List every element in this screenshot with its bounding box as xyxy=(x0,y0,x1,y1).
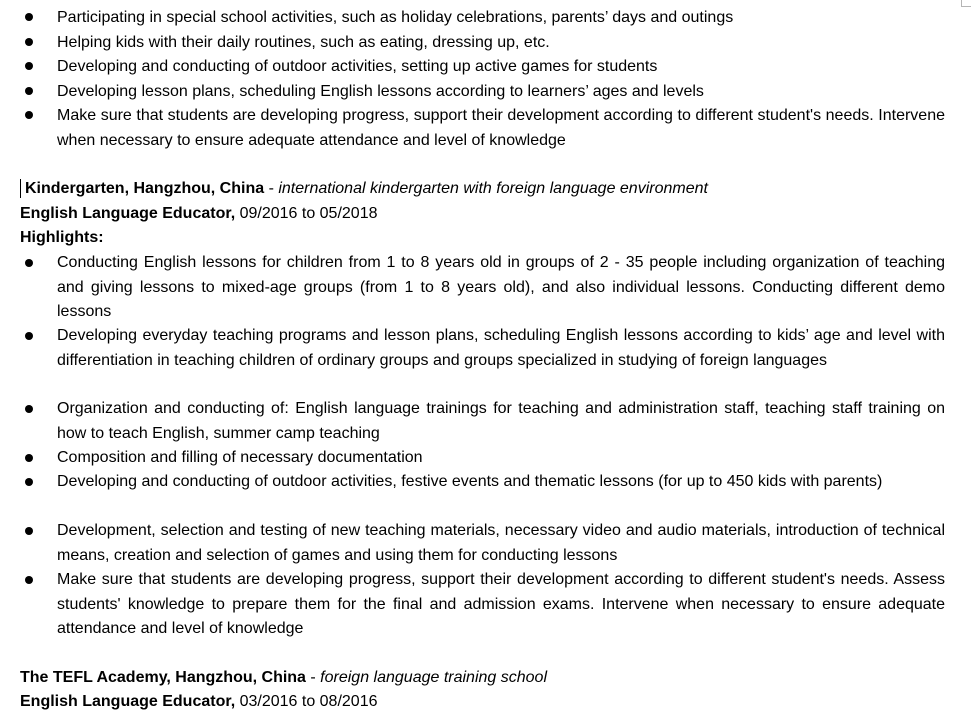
list-item: Helping kids with their daily routines, such as eating, dressing up, etc. xyxy=(57,34,550,51)
bullet-icon xyxy=(25,13,33,21)
list-item: Composition and filling of necessary documentation xyxy=(57,449,423,466)
bullet-icon xyxy=(25,405,33,413)
bullet-icon xyxy=(25,259,33,267)
bullet-icon xyxy=(25,332,33,340)
position-title: English Language Educator, xyxy=(20,693,236,710)
list-item: Developing and conducting of outdoor activities, setting up active games for students xyxy=(57,58,658,75)
bullet-icon xyxy=(25,454,33,462)
employer-line xyxy=(25,177,708,201)
position-title: English Language Educator, xyxy=(20,205,236,222)
list-item: Developing everyday teaching programs and lesson plans, scheduling English lessons according to kids’ age and level with differentiation in teaching children of ordinary groups and groups specialized in studying of foreign languages xyxy=(57,327,945,369)
page-corner-marker xyxy=(961,0,971,7)
bullet-icon xyxy=(25,111,33,119)
text-cursor xyxy=(20,179,21,198)
position-line xyxy=(20,690,378,714)
employer-name: The TEFL Academy, Hangzhou, China xyxy=(20,669,306,686)
list-item: Conducting English lessons for children from 1 to 8 years old in groups of 2 - 35 people including organization of teaching and giving lessons to mixed-age groups (from 1 to 8 years old), and also individual lessons. Conducting different demo lessons xyxy=(57,254,945,320)
employer-separator: - xyxy=(264,180,279,197)
list-item: Make sure that students are developing progress, support their development according to different student's needs. Intervene when necessary to ensure adequate attendance and level of knowledge xyxy=(57,107,945,149)
employer-description: foreign language training school xyxy=(320,669,547,686)
position-dates: 03/2016 to 08/2016 xyxy=(235,693,378,710)
employer-separator: - xyxy=(305,669,321,686)
bullet-icon xyxy=(25,478,33,486)
employer-description: international kindergarten with foreign language environment xyxy=(278,180,708,197)
highlights-heading: Highlights: xyxy=(20,229,104,246)
bullet-icon xyxy=(25,62,33,70)
bullet-icon xyxy=(25,527,33,535)
list-item: Organization and conducting of: English language trainings for teaching and administration staff, teaching staff training on how to teach English, summer camp teaching xyxy=(57,400,945,442)
position-dates: 09/2016 to 05/2018 xyxy=(235,205,378,222)
position-line xyxy=(20,202,378,226)
list-item: Developing and conducting of outdoor activities, festive events and thematic lessons (for up to 450 kids with parents) xyxy=(57,473,883,490)
list-item: Development, selection and testing of new teaching materials, necessary video and audio materials, introduction of technical means, creation and selection of games and using them for conducting lessons xyxy=(57,522,945,564)
employer-line xyxy=(20,666,547,690)
bullet-icon xyxy=(25,576,33,584)
list-item: Make sure that students are developing progress, support their development according to different student's needs. Assess students' knowledge to prepare them for the final and admission exams. Intervene when necessary to ensure adequate attendance and level of knowledge xyxy=(57,571,945,637)
list-item: Developing lesson plans, scheduling English lessons according to learners’ ages and levels xyxy=(57,83,704,100)
employer-name: Kindergarten, Hangzhou, China xyxy=(25,180,265,197)
list-item: Participating in special school activities, such as holiday celebrations, parents’ days and outings xyxy=(57,9,734,26)
bullet-icon xyxy=(25,87,33,95)
bullet-icon xyxy=(25,38,33,46)
